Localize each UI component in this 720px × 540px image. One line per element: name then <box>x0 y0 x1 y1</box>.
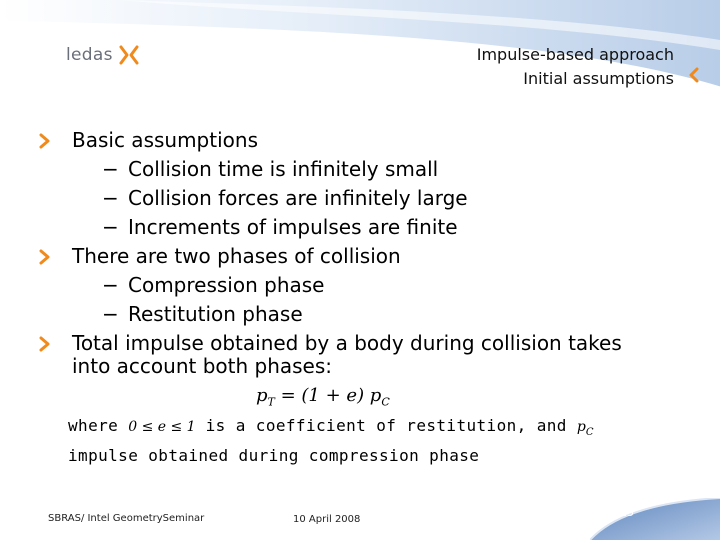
chevron-right-icon <box>38 249 52 265</box>
page-number: 15 <box>620 506 634 519</box>
sub-item: − Collision time is infinitely small <box>102 157 439 181</box>
chevron-right-icon <box>38 133 52 149</box>
slide-title <box>477 43 674 91</box>
logo-text: ledas <box>66 45 113 65</box>
formula-explanation: where 0 ≤ e ≤ 1 is a coefficient of restitution, and $p_C$ impulse obtained during compression phase <box>68 416 594 465</box>
sub-item: − Collision forces are infinitely large <box>102 186 468 210</box>
slide-title-line2: Initial assumptions <box>523 69 674 88</box>
footer-seminar: SBRAS/ Intel GeometrySeminar <box>48 513 205 524</box>
chevron-right-icon <box>38 336 52 352</box>
ledas-logo <box>66 40 140 70</box>
restitution-range: 0 ≤ e ≤ 1 <box>128 419 196 435</box>
sub-item: − Restitution phase <box>102 302 303 326</box>
page-number-badge <box>590 498 720 540</box>
total-impulse-formula: $p_T = (1 + e)$ $p_C$ <box>256 385 390 409</box>
bullet-basic-assumptions <box>38 126 698 155</box>
logo-cross-icon <box>118 44 140 66</box>
bullet-text: There are two phases of collision <box>72 244 401 268</box>
sub-item: − Compression phase <box>102 273 325 297</box>
bullet-two-phases <box>38 242 698 271</box>
sub-item: − Increments of impulses are finite <box>102 215 458 239</box>
slide-title-line1: Impulse-based approach <box>476 45 674 64</box>
pc-symbol: $p_C$ <box>576 419 594 438</box>
bullet-text-line1: Total impulse obtained by a body during collision takes <box>72 331 622 355</box>
bullet-total-impulse <box>38 329 698 378</box>
footer-date: 10 April 2008 <box>293 514 361 525</box>
slide-body <box>38 126 698 378</box>
chevron-left-icon <box>688 67 700 83</box>
bullet-text: Basic assumptions <box>72 128 258 152</box>
bullet-text-line2: into account both phases: <box>72 354 333 378</box>
